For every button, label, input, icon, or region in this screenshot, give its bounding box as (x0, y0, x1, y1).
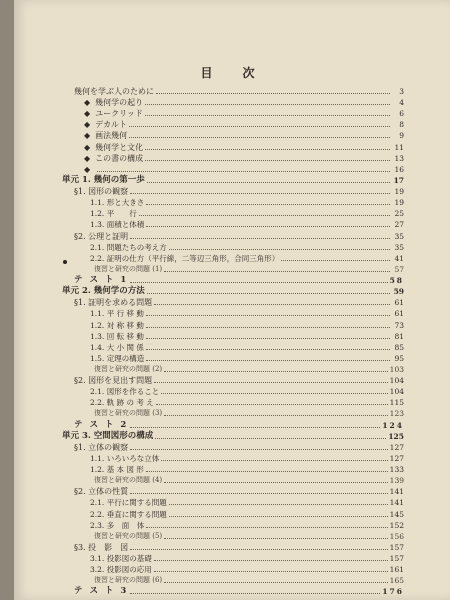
toc-entry (90, 320, 404, 331)
toc-entry (62, 286, 404, 297)
dot-leader (130, 493, 387, 494)
dot-leader (129, 137, 390, 138)
toc-entry-label: 1.1. 形と大きさ (90, 198, 145, 208)
toc-entry-label: 1.5. 定理の構造 (90, 353, 145, 363)
toc-entry (90, 520, 404, 531)
dot-leader (161, 393, 387, 394)
toc-entry-label: §3. 投 影 図 (74, 542, 129, 552)
toc-entry-label: ユークリッド (95, 109, 143, 119)
dot-leader (129, 126, 390, 127)
dot-leader (145, 115, 390, 116)
toc-entry-label: 1.3. 回 転 移 動 (90, 331, 144, 341)
toc-page-number: 3 (399, 87, 404, 96)
toc-page-number: 176 (382, 587, 404, 597)
toc-page-number: 127 (389, 442, 404, 452)
toc-entry (90, 308, 404, 319)
page-title: 目 次 (200, 66, 264, 80)
toc-page-number: 19 (394, 198, 404, 208)
dot-leader (281, 260, 390, 261)
diamond-bullet-icon: ◆ (84, 109, 91, 119)
dot-leader (130, 449, 387, 450)
toc-entry (90, 553, 404, 564)
toc-entry (90, 242, 404, 253)
toc-page-number: 141 (389, 498, 404, 508)
toc-entry (94, 531, 404, 542)
toc-entry (90, 197, 404, 208)
toc-page-number: 104 (389, 387, 404, 397)
toc-page-number: 81 (394, 331, 404, 341)
toc-entry-label: 復習と研究の問題 (5) (94, 531, 163, 540)
toc-page-number: 161 (389, 565, 404, 575)
toc-page-number: 115 (389, 398, 404, 408)
toc-page-number: 61 (394, 298, 404, 308)
toc-entry (84, 130, 404, 141)
toc-entry (74, 275, 404, 286)
toc-page-number: 123 (389, 409, 404, 419)
dot-leader (155, 438, 386, 439)
toc-page-number: 11 (394, 142, 404, 152)
toc-entry (84, 119, 404, 130)
toc-page-number: 139 (389, 476, 404, 486)
toc-entry (90, 342, 404, 353)
toc-entry-label: デカルト (95, 120, 127, 130)
toc-entry-label: 単元 1. 幾何の第一歩 (62, 174, 145, 185)
toc-page-number: 157 (389, 554, 404, 564)
toc-entry (94, 575, 404, 586)
toc-entry-label: 3.2. 投影図の応用 (90, 565, 152, 575)
toc-entry (84, 108, 404, 119)
toc-entry (74, 186, 404, 197)
toc-page-number: 141 (389, 487, 404, 497)
book-page (14, 0, 450, 600)
dot-leader (146, 226, 390, 227)
toc-entry-label: 復習と研究の問題 (3) (94, 409, 163, 418)
dot-leader (97, 171, 390, 172)
toc-entry (90, 453, 404, 464)
toc-entry (90, 564, 404, 575)
toc-page-number: 25 (394, 209, 404, 219)
dot-leader (146, 204, 390, 205)
toc-entry (90, 253, 404, 264)
toc-entry (74, 486, 404, 497)
toc-page-number: 17 (393, 175, 404, 185)
dot-leader (164, 271, 390, 272)
toc-entry-label: 幾何を学ぶ人のために (74, 87, 154, 96)
toc-entry-label: 1.2. 対 称 移 動 (90, 320, 144, 330)
toc-entry (90, 509, 404, 520)
toc-entry-label: 2.1. 平行に関する問題 (90, 498, 167, 508)
ink-spot (63, 260, 67, 264)
toc-entry (62, 175, 404, 186)
toc-entry-label: 1.2. 基 本 図 形 (90, 465, 144, 475)
diamond-bullet-icon: ◆ (84, 153, 91, 163)
toc-page-number: 165 (389, 576, 404, 586)
toc-entry (90, 219, 404, 230)
dot-leader (130, 427, 380, 428)
toc-page-number: 9 (399, 131, 404, 141)
toc-entry-label: 復習と研究の問題 (6) (94, 576, 163, 585)
dot-leader (164, 538, 388, 539)
toc-page-number: 133 (389, 465, 404, 475)
diamond-bullet-icon: ◆ (84, 131, 91, 141)
dot-leader (169, 249, 390, 250)
dot-leader (146, 327, 390, 328)
dot-leader (164, 415, 388, 416)
toc-entry-label: 単元 3. 空間図形の構成 (62, 430, 154, 441)
dot-leader (130, 549, 387, 550)
dot-leader (169, 516, 388, 517)
toc-entry (74, 586, 404, 597)
toc-entry (90, 464, 404, 475)
toc-entry-label: §1. 図形の観察 (74, 187, 129, 197)
toc-entry-label: 画法幾何 (95, 131, 128, 141)
toc-entry-label: 1.4. 大 小 関 係 (90, 342, 144, 352)
dot-leader (130, 282, 387, 283)
toc-entry (90, 497, 404, 508)
toc-page-number: 35 (394, 242, 404, 252)
diamond-bullet-icon: ◆ (84, 120, 91, 130)
toc-entry-label: §2. 公理と証明 (74, 231, 129, 241)
toc-entry-label: §2. 立体の性質 (74, 487, 129, 497)
toc-entry-label: §1. 証明を求める問題 (74, 298, 153, 308)
toc-entry (74, 542, 404, 553)
toc-entry-label: 1.1. いろいろな立体 (90, 453, 160, 463)
toc-page-number: 6 (399, 109, 404, 119)
toc-page-number: 16 (394, 164, 404, 174)
toc-entry (94, 475, 404, 486)
dot-leader (130, 193, 390, 194)
toc-entry (90, 331, 404, 342)
toc-entry (74, 86, 404, 97)
diamond-bullet-icon: ◆ (84, 142, 91, 152)
diamond-bullet-icon: ◆ (84, 98, 91, 108)
dot-leader (146, 315, 390, 316)
dot-leader (145, 160, 390, 161)
toc-entry (90, 208, 404, 219)
dot-leader (154, 382, 387, 383)
dot-leader (147, 293, 390, 294)
toc-entry-label: 1.3. 面積と体積 (90, 220, 145, 230)
toc-entry-label: テ ス ト 1 (74, 275, 129, 286)
toc-entry (74, 375, 404, 386)
dot-leader (139, 215, 390, 216)
dot-leader (147, 182, 390, 183)
toc-page-number: 145 (389, 509, 404, 519)
toc-entry-label: 1.2. 平 行 (90, 209, 137, 219)
toc-page-number: 8 (399, 120, 404, 130)
toc-page-number: 19 (394, 187, 404, 197)
toc-page-number: 57 (394, 264, 404, 274)
toc-entry-label: 1.1. 平 行 移 動 (90, 309, 144, 319)
toc-entry-label: テ ス ト 3 (74, 586, 129, 597)
toc-entry-label: 2.2. 垂直に関する問題 (90, 509, 167, 519)
dot-leader (156, 93, 390, 94)
toc-page-number: 125 (388, 431, 404, 441)
toc-entry (74, 442, 404, 453)
dot-leader (154, 571, 388, 572)
toc-entry (90, 353, 404, 364)
toc-page-number: 124 (382, 420, 404, 430)
toc-page-number: 127 (389, 453, 404, 463)
toc-entry-label: 復習と研究の問題 (2) (94, 365, 163, 373)
dot-leader (130, 238, 390, 239)
diamond-bullet-icon: ◆ (84, 164, 91, 174)
toc-page-number: 103 (389, 365, 404, 374)
toc-entry (84, 97, 404, 108)
toc-page-number: 104 (389, 376, 404, 386)
dot-leader (146, 338, 390, 339)
toc-entry-label: テ ス ト 2 (74, 419, 129, 430)
toc-entry-label: 2.2. 証明の仕方（平行線，二等辺三角形，合同三角形） (90, 253, 280, 263)
toc-entry (84, 164, 404, 175)
toc-entry (94, 408, 404, 419)
dot-leader (161, 460, 387, 461)
dot-leader (145, 149, 390, 150)
dot-leader (164, 371, 388, 372)
toc-entry-label: 2.3. 多 面 体 (90, 520, 145, 530)
toc-entry (84, 142, 404, 153)
dot-leader (145, 104, 390, 105)
dot-leader (154, 560, 388, 561)
toc-entry-label: 復習と研究の問題 (4) (94, 476, 163, 485)
toc-entry-label: 2.2. 軌 跡 の 考 え (90, 398, 154, 408)
dot-leader (146, 360, 390, 361)
toc-entry-label: 幾何学の起り (95, 98, 144, 108)
dot-leader (146, 471, 388, 472)
dot-leader (154, 304, 390, 305)
toc-page-number: 27 (394, 220, 404, 230)
toc-entry-label: §2. 図形を見出す問題 (74, 376, 153, 386)
toc-entry (94, 364, 404, 375)
toc-entry (74, 231, 404, 242)
toc-page-number: 73 (394, 320, 404, 330)
toc-page-number: 13 (394, 153, 404, 163)
dot-leader (146, 349, 390, 350)
toc-entry-label: 2.1. 問題たちの考え方 (90, 242, 167, 252)
toc-entry (90, 397, 404, 408)
toc-entry-label: §1. 立体の観察 (74, 442, 129, 452)
dot-leader (146, 527, 387, 528)
toc-entry-label: 単元 2. 幾何学の方法 (62, 286, 145, 297)
toc-page-number: 152 (389, 520, 404, 530)
toc-page-number: 95 (394, 353, 404, 363)
toc-entry (90, 386, 404, 397)
toc-entry (74, 420, 404, 431)
toc-entry (62, 431, 404, 442)
dot-leader (130, 593, 380, 594)
dot-leader (164, 582, 388, 583)
toc-entry-label: 幾何学と文化 (95, 142, 144, 152)
toc-entry (94, 264, 404, 275)
toc-page-number: 59 (393, 287, 404, 297)
toc-page-number: 85 (394, 342, 404, 352)
toc-entry-label: 2.1. 図形を作ること (90, 387, 160, 397)
toc-page-number: 35 (394, 231, 404, 241)
toc-entry-label: 復習と研究の問題 (1) (94, 264, 163, 273)
toc-page-number: 4 (399, 98, 404, 108)
toc-page-number: 61 (394, 309, 404, 319)
dot-leader (169, 504, 388, 505)
toc-page-number: 157 (389, 542, 404, 552)
toc-page-number: 58 (389, 276, 404, 286)
toc-entry-label: 3.1. 投影図の基礎 (90, 554, 152, 564)
dot-leader (156, 404, 388, 405)
dot-leader (164, 482, 388, 483)
toc-page-number: 41 (394, 253, 404, 263)
toc-entry (84, 153, 404, 164)
toc-entry-label: この書の構成 (95, 153, 144, 163)
toc-page-number: 156 (389, 531, 404, 541)
toc-entry (74, 297, 404, 308)
